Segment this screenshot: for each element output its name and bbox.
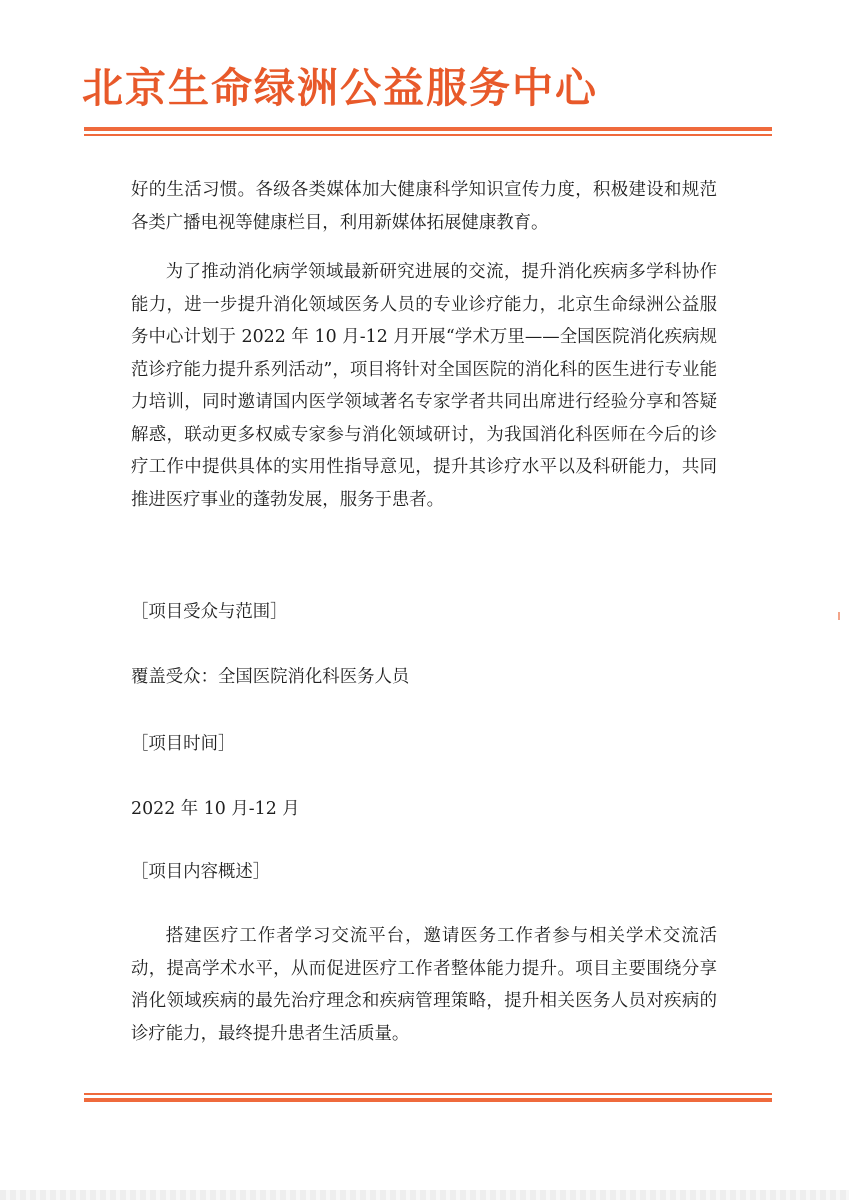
- content-paragraph: 搭建医疗工作者学习交流平台，邀请医务工作者参与相关学术交流活动，提高学术水平，从而促进医疗工作者整体能力提升。项目主要围绕分享消化领域疾病的最先治疗理念和疾病管理策略，提升相关医务人员对疾病的诊疗能力，最终提升患者生活质量。: [131, 926, 717, 1044]
- intro-paragraph: 为了推动消化病学领域最新研究进展的交流，提升消化疾病多学科协作能力，进一步提升消化领域医务人员的专业诊疗能力，北京生命绿洲公益服务中心计划于 2022 年 10 月-12 月开展“学术万里——全国医院消化疾病规范诊疗能力提升系列活动”，项目将针对全国医院的消化科的医生进行专业能力培训，同时邀请国内医学领域著名专家学者共同出席进行经验分享和答疑解惑，联动更多权威专家参与消化领域研讨，为我国消化科医师在今后的诊疗工作中提供具体的实用性指导意见，提升其诊疗水平以及科研能力，共同推进医疗事业的蓬勃发展，服务于患者。: [131, 262, 717, 510]
- continuation-paragraph: 好的生活习惯。各级各类媒体加大健康科学知识宣传力度，积极建设和规范各类广播电视等健康栏目，利用新媒体拓展健康教育。: [131, 180, 717, 233]
- audience-heading: ［项目受众与范围］: [131, 602, 288, 622]
- time-heading: ［项目时间］: [131, 734, 236, 754]
- letterhead-title: 北京生命绿洲公益服务中心: [82, 64, 598, 112]
- audience-text: 覆盖受众：全国医院消化科医务人员: [131, 667, 410, 687]
- letterhead-rule-thick: [84, 127, 772, 131]
- letterhead-rule-thin: [84, 134, 772, 136]
- time-text: 2022 年 10 月-12 月: [131, 799, 300, 819]
- content-heading: ［项目内容概述］: [131, 862, 271, 882]
- footer-rule-thick: [84, 1098, 772, 1102]
- footer-rule-thin: [84, 1093, 772, 1095]
- scan-mark: [838, 612, 840, 620]
- page-bottom-edge: [0, 1190, 849, 1200]
